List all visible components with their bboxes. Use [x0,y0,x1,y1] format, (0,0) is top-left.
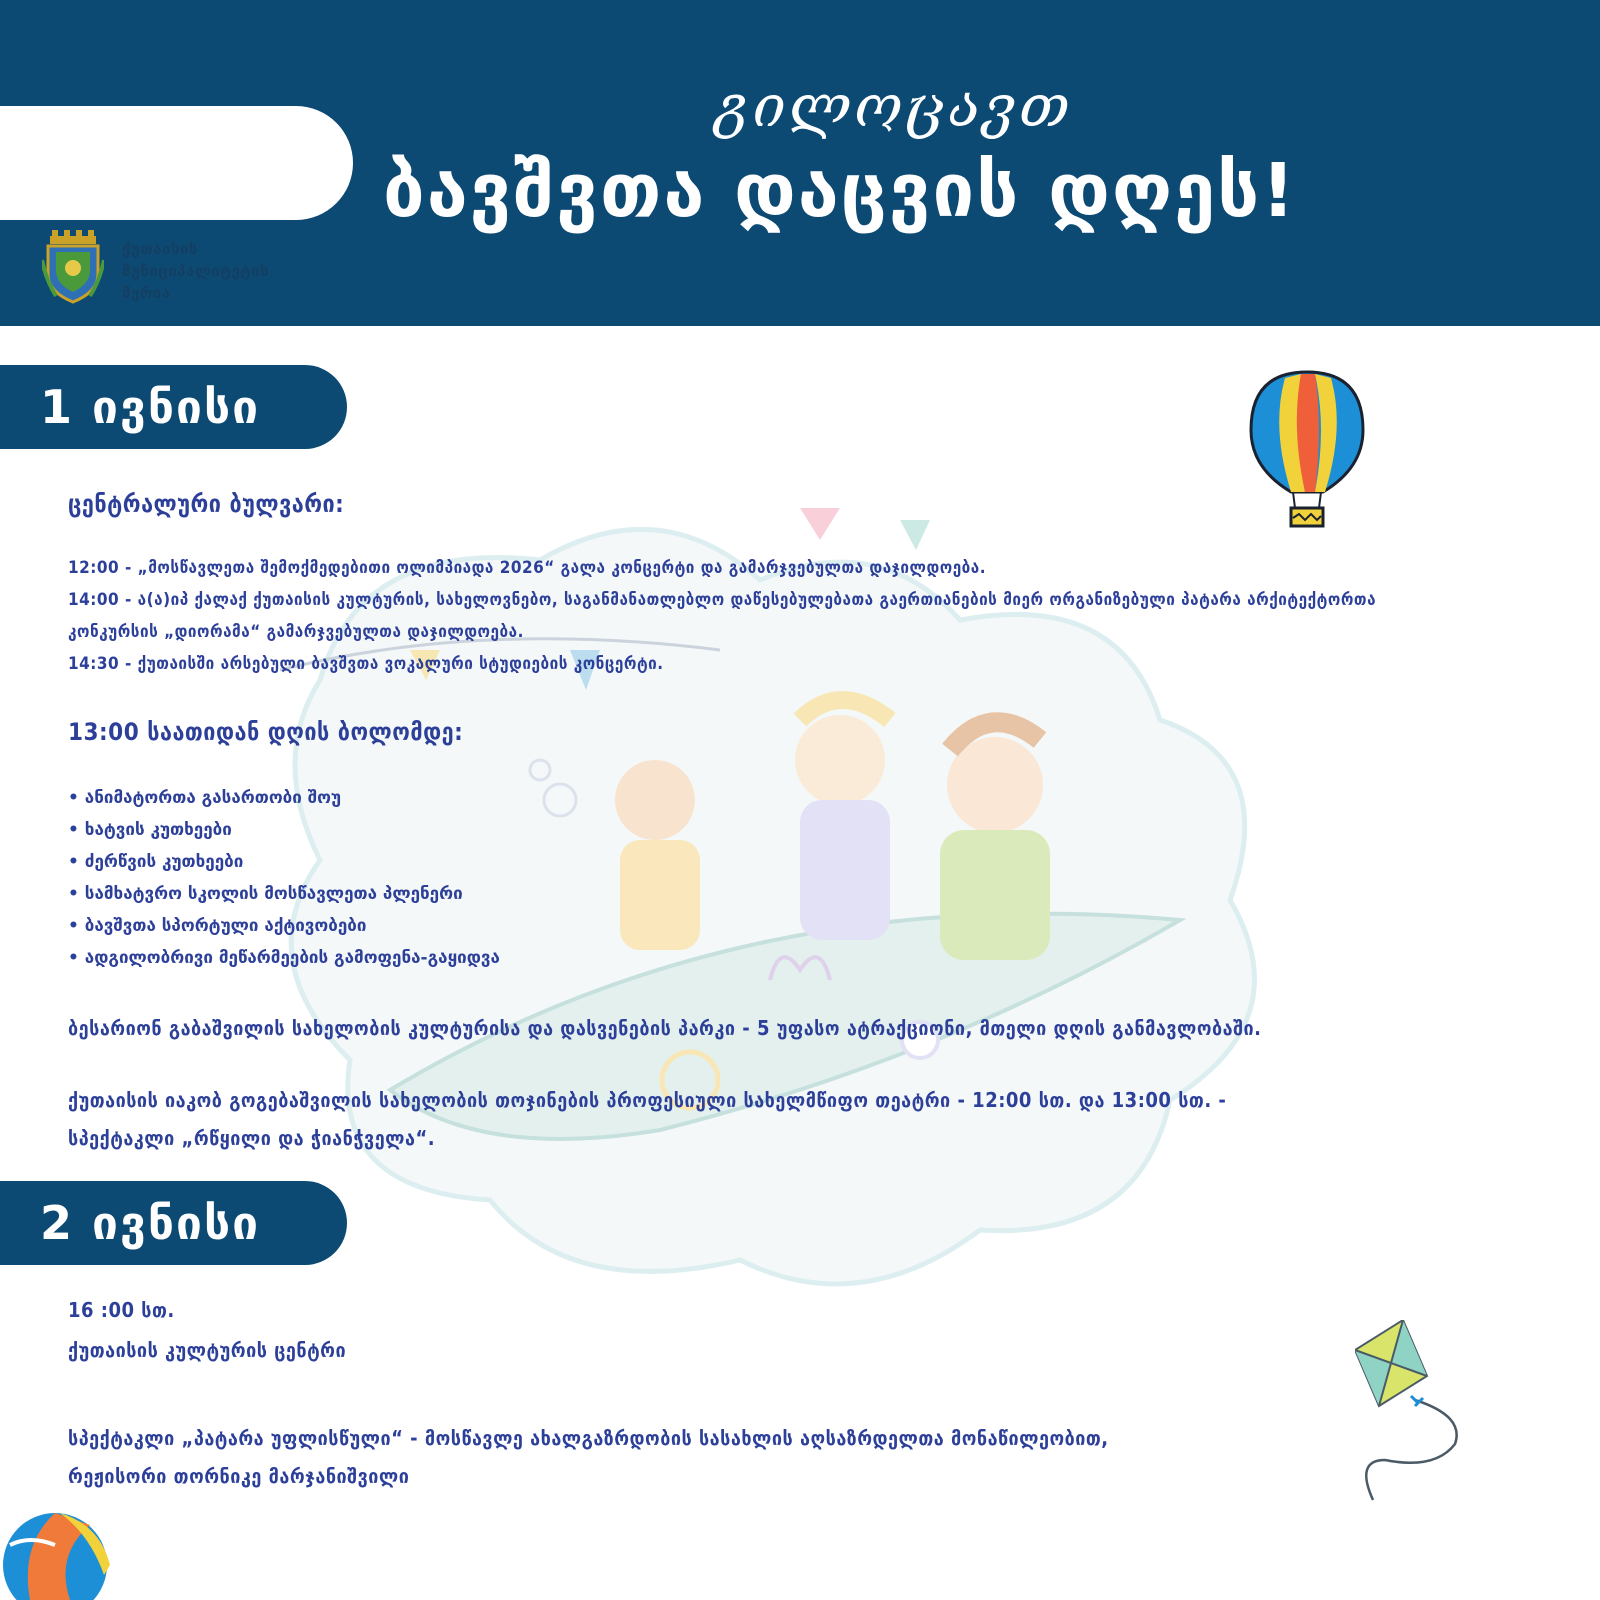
park-info: ბესარიონ გაბაშვილის სახელობის კულტურისა და დასვენების პარკი - 5 უფასო ატრაქციონი, მთელი დღის განმავლობაში. [68,1016,1262,1040]
logo-line-3: მერია [122,284,171,302]
list-item: • ადგილობრივი მეწარმეების გამოფენა-გაყიდვა [68,942,500,974]
coat-of-arms-icon [42,230,104,304]
schedule-item: 12:00 - „მოსწავლეთა შემოქმედებითი ოლიმპიადა 2026“ გალა კონცერტი და გამარჯვებულთა დაჯილდოება. [68,558,987,578]
list-item: • სამხატვრო სკოლის მოსწავლეთა პლენერი [68,878,500,910]
list-item: • ძერწვის კუთხეები [68,846,500,878]
day2-label: 2 ივნისი [40,1196,261,1250]
hot-air-balloon-icon [1245,368,1370,533]
day1-badge [0,365,347,449]
beach-ball-icon [0,1505,110,1600]
day2-show-line2: რეჟისორი თორნიკე მარჯანიშვილი [68,1464,410,1488]
list-item: • ანიმატორთა გასართობი შოუ [68,782,500,814]
logo-line-2: მუნიციპალიტეტის [122,262,270,280]
list-item: • ბავშვთა სპორტული აქტივობები [68,910,500,942]
day1-label: 1 ივნისი [40,380,261,434]
schedule-item: 14:30 - ქუთაისში არსებული ბავშვთა ვოკალური სტუდიების კონცერტი. [68,654,664,674]
logo-line-1: ქუთაისის [122,240,198,258]
schedule-item: კონკურსის „დიორამა“ გამარჯვებულთა დაჯილდოება. [68,622,524,642]
greeting-script: გილოცავთ [715,72,1073,140]
activities-list [68,782,500,974]
day1-location: ცენტრალური ბულვარი: [68,490,345,518]
headline: ბავშვთა დაცვის დღეს! [383,148,1297,234]
day2-venue: ქუთაისის კულტურის ცენტრი [68,1338,347,1362]
day2-show-line1: სპექტაკლი „პატარა უფლისწული“ - მოსწავლე ახალგაზრდობის სასახლის აღსაზრდელთა მონაწილეობით, [68,1426,1109,1450]
theatre-info-line2: სპექტაკლი „რწყილი და ჭიანჭველა“. [68,1126,436,1150]
header-banner [0,0,1600,326]
list-item: • ხატვის კუთხეები [68,814,500,846]
theatre-info-line1: ქუთაისის იაკობ გოგებაშვილის სახელობის თოჯინების პროფესიული სახელმწიფო თეატრი - 12:00 სთ. და 13:00 სთ. - [68,1088,1227,1112]
day2-time: 16 :00 სთ. [68,1298,175,1322]
afternoon-title: 13:00 საათიდან დღის ბოლომდე: [68,718,464,746]
logo-text [122,238,269,304]
day2-badge [0,1181,347,1265]
schedule-item: 14:00 - ა(ა)იპ ქალაქ ქუთაისის კულტურის, სახელოვნებო, საგანმანათლებლო დაწესებულებათა გაერთიანების მიერ ორგანიზებული პატარა არქიტექტორთა [68,590,1377,610]
kite-icon [1355,1320,1470,1510]
logo-badge [0,106,353,302]
